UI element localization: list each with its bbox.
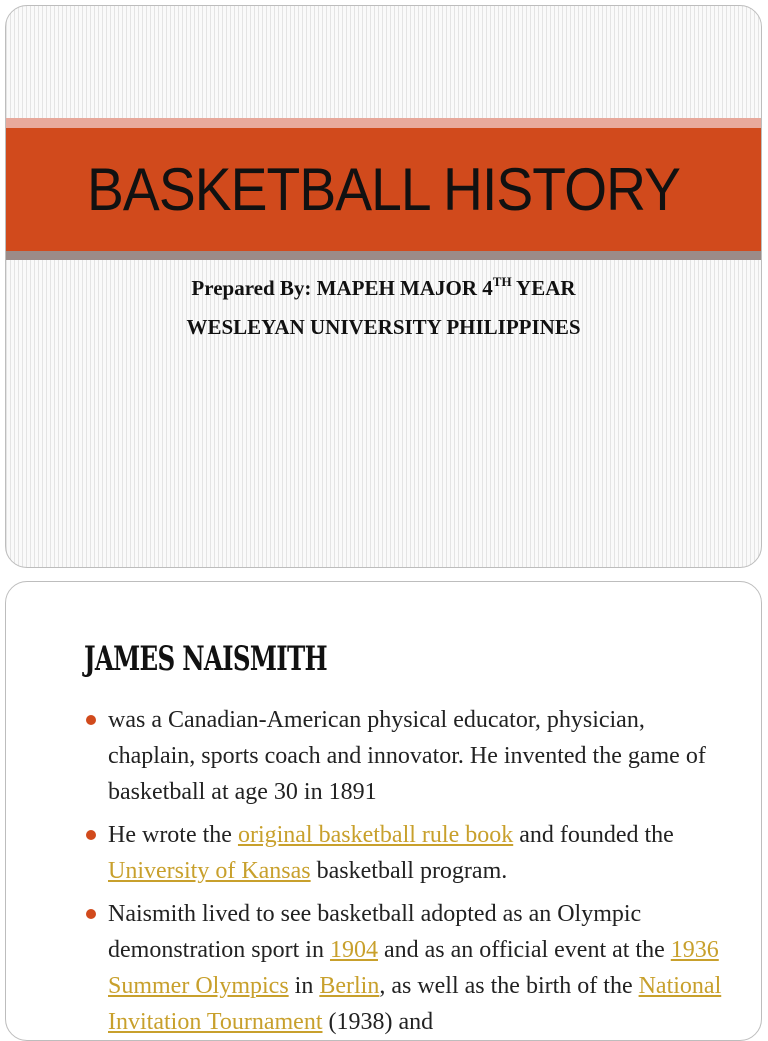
berlin-link[interactable]: Berlin [319, 973, 380, 999]
bullet-dot-icon [86, 715, 96, 725]
ordinal-suffix: TH [492, 274, 512, 289]
prepared-by-text: Prepared By: MAPEH MAJOR 4 [191, 276, 493, 300]
year-1904-link[interactable]: 1904 [329, 937, 378, 963]
title-band-bottom [6, 251, 761, 260]
prepared-by-line [6, 274, 761, 301]
title-band-top [6, 118, 761, 128]
bullet-text: , as well as the birth of the [379, 973, 639, 999]
nit-link[interactable]: National Invitation Tournament [108, 973, 722, 1035]
bullet-dot-icon [86, 830, 96, 840]
title-slide [5, 5, 762, 568]
slide-heading: JAMES NAISMITH [84, 639, 327, 679]
slide-title: BASKETBALL HISTORY [87, 156, 680, 223]
bullet-text: and founded the [513, 822, 674, 848]
bullet-text: (1938) and [322, 1009, 434, 1035]
bullet-text: and as an official event at the [377, 937, 671, 963]
prepared-by-year: YEAR [511, 276, 576, 300]
summer-olympics-link[interactable]: 1936 Summer Olympics [108, 937, 719, 999]
institution-name: WESLEYAN UNIVERSITY PHILIPPINES [186, 315, 581, 339]
bullet-dot-icon [86, 909, 96, 919]
bullet-item [84, 702, 724, 810]
bullet-item [84, 817, 724, 889]
content-slide [5, 581, 762, 1041]
bullet-text: basketball program. [310, 858, 508, 884]
rule-book-link[interactable]: original basketball rule book [237, 822, 514, 848]
bullet-text: was a Canadian-American physical educator, physician, chaplain, sports coach and innovator. He invented the game of basketball at age 30 in 1891 [108, 707, 706, 805]
bullet-list [84, 702, 724, 1041]
university-of-kansas-link[interactable]: University of Kansas [108, 858, 311, 884]
bullet-text: Naismith lived to see basketball adopted as an Olympic demonstration sport in [108, 901, 642, 963]
bullet-text: He wrote the [108, 822, 238, 848]
bullet-item [84, 896, 724, 1040]
bullet-text: in [288, 973, 320, 999]
